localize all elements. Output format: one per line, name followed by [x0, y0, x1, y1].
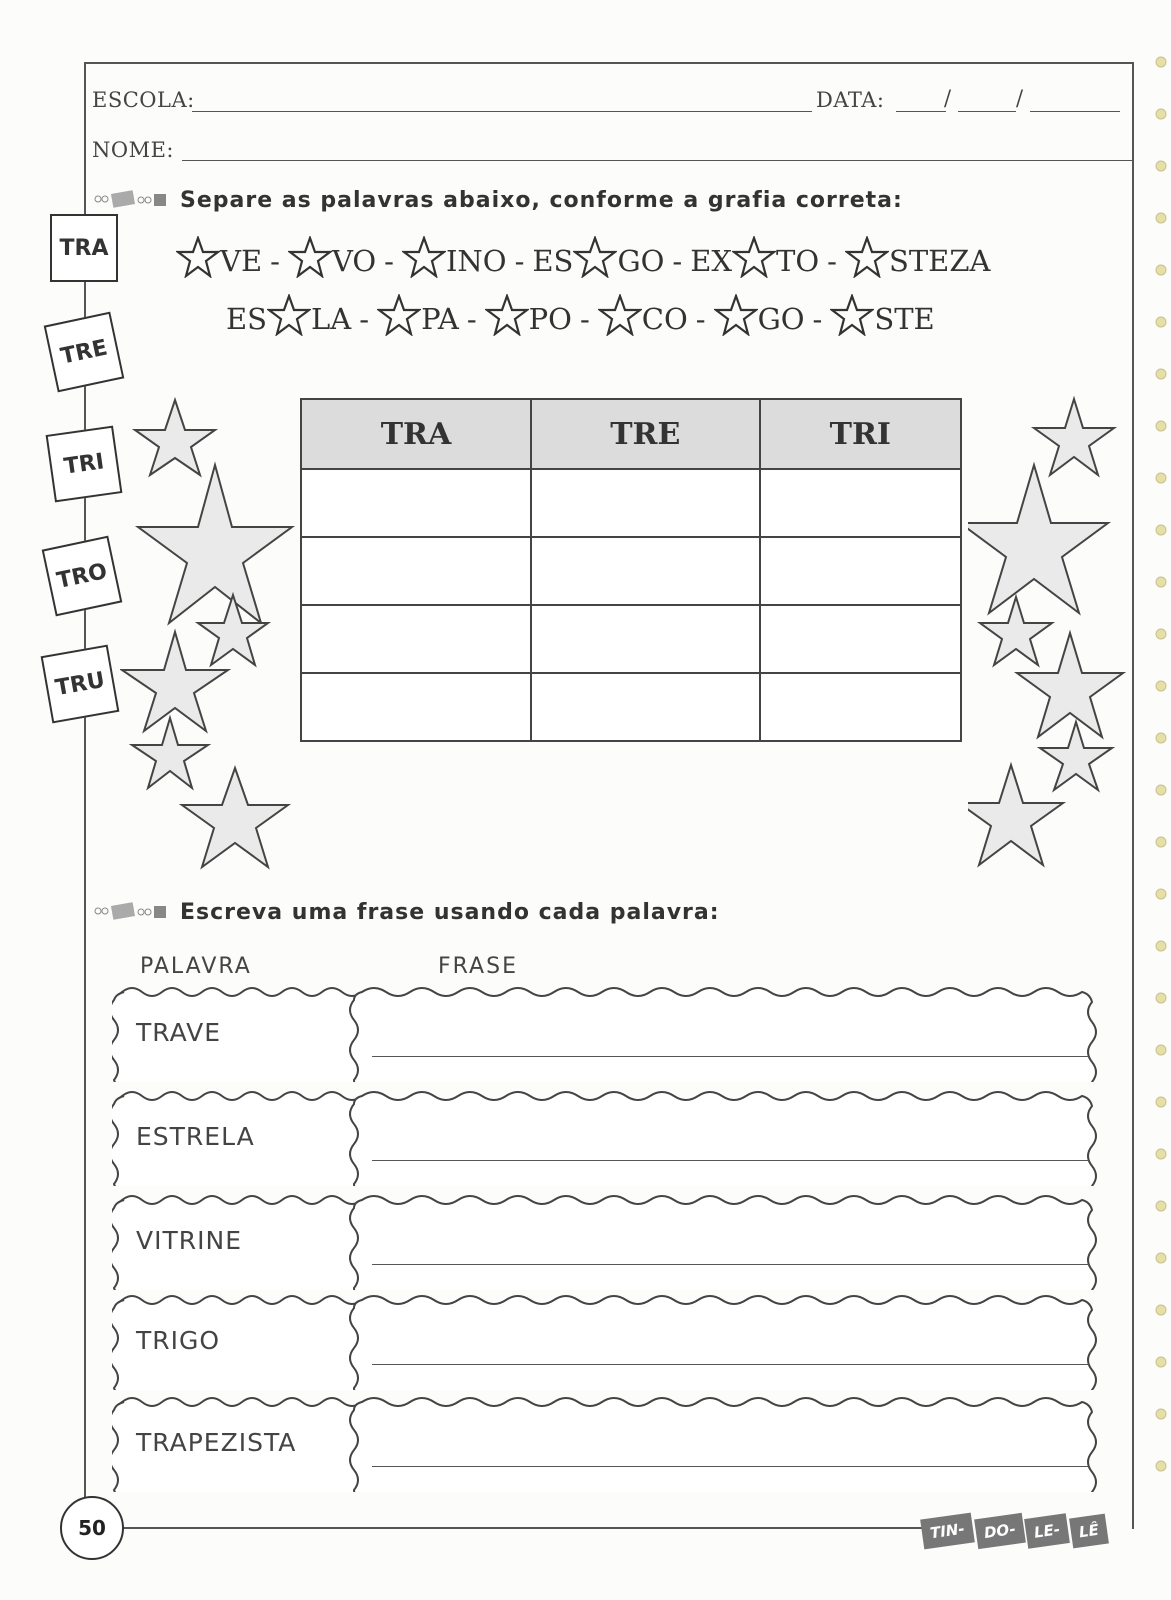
- brand-tile: LÊ: [1069, 1514, 1109, 1549]
- word-fragment: EX: [690, 244, 733, 278]
- table-cell[interactable]: [301, 469, 531, 537]
- sentence-word: ESTRELA: [136, 1122, 255, 1151]
- table-row: [301, 605, 961, 673]
- brand-tile: TIN-: [920, 1513, 974, 1550]
- sentence-word: VITRINE: [136, 1226, 242, 1255]
- star-blank-icon: [267, 294, 311, 336]
- table-row: [301, 469, 961, 537]
- column-header-tre: TRE: [531, 399, 760, 469]
- sentence-answer-line[interactable]: [372, 1364, 1090, 1365]
- table-cell[interactable]: [301, 537, 531, 605]
- syllable-card-tra: TRA: [50, 214, 118, 282]
- word-separator: -: [270, 244, 280, 278]
- column-label-sentence: FRASE: [438, 954, 518, 979]
- exercise1-heading: [94, 188, 903, 213]
- word-fragment: GO: [617, 244, 665, 278]
- star-blank-icon: [573, 236, 617, 278]
- star-icon: [968, 765, 1063, 865]
- star-icon: [138, 465, 292, 623]
- table-cell[interactable]: [531, 469, 760, 537]
- star-icon: [182, 768, 288, 867]
- word-separator: -: [514, 244, 525, 278]
- star-blank-icon: [845, 236, 889, 278]
- word-fragment: ES: [226, 302, 268, 336]
- word-fragment: PA: [421, 302, 459, 336]
- column-label-word: PALAVRA: [140, 954, 252, 979]
- table-cell[interactable]: [760, 673, 961, 741]
- star-blank-icon: [830, 294, 874, 336]
- exercise2-instruction: Escreva uma frase usando cada palavra:: [180, 900, 720, 925]
- table-cell[interactable]: [301, 673, 531, 741]
- sentence-row: [112, 1088, 1118, 1186]
- date-month-field[interactable]: [958, 111, 1016, 112]
- syllable-card-tro: TRO: [42, 536, 123, 617]
- star-icon: [135, 400, 215, 475]
- sentence-word: TRAVE: [136, 1018, 222, 1047]
- word-separator: -: [359, 302, 370, 336]
- sentence-answer-line[interactable]: [372, 1056, 1090, 1057]
- bullet-icon: [94, 189, 174, 213]
- sentence-row: [112, 984, 1118, 1082]
- word-fragment: PO: [528, 302, 572, 336]
- table-cell[interactable]: [301, 605, 531, 673]
- table-cell[interactable]: [760, 537, 961, 605]
- brand-tile: LE-: [1024, 1513, 1070, 1549]
- syllable-card-tri: TRI: [46, 426, 123, 503]
- name-field[interactable]: [182, 160, 1134, 161]
- word-fragment: STEZA: [888, 244, 991, 278]
- column-header-tra: TRA: [301, 399, 531, 469]
- word-fragment: VO: [331, 244, 377, 278]
- star-icon: [1034, 399, 1114, 475]
- decorative-stars-right: [968, 395, 1143, 875]
- sentence-answer-line[interactable]: [372, 1160, 1090, 1161]
- word-separator: -: [695, 302, 706, 336]
- star-blank-icon: [377, 294, 421, 336]
- word-separator: -: [827, 244, 837, 278]
- star-icon: [132, 718, 208, 788]
- word-separator: -: [579, 302, 590, 336]
- word-fragment: CO: [641, 302, 688, 336]
- school-label: ESCOLA:: [92, 88, 195, 112]
- word-row-2: [226, 294, 935, 336]
- table-cell[interactable]: [531, 537, 760, 605]
- word-separator: -: [466, 302, 477, 336]
- sentence-answer-line[interactable]: [372, 1264, 1090, 1265]
- word-fragment: GO: [757, 302, 805, 336]
- table-cell[interactable]: [531, 605, 760, 673]
- table-cell[interactable]: [760, 605, 961, 673]
- star-icon: [198, 595, 268, 665]
- star-blank-icon: [176, 236, 220, 278]
- word-separator: -: [384, 244, 394, 278]
- school-field[interactable]: [192, 111, 812, 112]
- sentence-row: [112, 1192, 1118, 1290]
- date-separator: /: [944, 86, 952, 110]
- star-blank-icon: [402, 236, 446, 278]
- sentence-answer-line[interactable]: [372, 1466, 1090, 1467]
- star-blank-icon: [485, 294, 529, 336]
- syllable-sort-table: [300, 398, 962, 742]
- sentence-word: TRIGO: [136, 1326, 221, 1355]
- syllable-card-tre: TRE: [44, 312, 125, 393]
- star-blank-icon: [732, 236, 776, 278]
- exercise2-heading: [94, 900, 720, 925]
- sentence-row: [112, 1292, 1118, 1390]
- exercise1-instruction: Separe as palavras abaixo, conforme a grafia correta:: [180, 188, 903, 213]
- word-fragment: STE: [874, 302, 935, 336]
- brand-tile: DO-: [974, 1513, 1025, 1549]
- column-header-tri: TRI: [760, 399, 961, 469]
- date-label: DATA:: [816, 88, 885, 112]
- sentence-word: TRAPEZISTA: [136, 1428, 297, 1457]
- page-number: 50: [60, 1496, 124, 1560]
- spiral-binding: [1155, 40, 1167, 1480]
- date-day-field[interactable]: [896, 111, 946, 112]
- word-fragment: ES: [532, 244, 574, 278]
- table-header-row: [301, 399, 961, 469]
- bullet-icon: [94, 901, 174, 925]
- table-row: [301, 673, 961, 741]
- word-separator: -: [672, 244, 683, 278]
- word-fragment: INO: [445, 244, 507, 278]
- table-cell[interactable]: [531, 673, 760, 741]
- star-blank-icon: [288, 236, 332, 278]
- star-blank-icon: [598, 294, 642, 336]
- brand-logo: [922, 1516, 1110, 1546]
- syllable-card-tru: TRU: [41, 645, 120, 724]
- name-label: NOME:: [92, 138, 174, 162]
- date-year-field[interactable]: [1030, 111, 1120, 112]
- word-fragment: TO: [776, 244, 820, 278]
- table-row: [301, 537, 961, 605]
- word-fragment: VE: [220, 244, 263, 278]
- word-row-1: [176, 236, 990, 278]
- word-fragment: LA: [311, 302, 352, 336]
- bottom-rule: [122, 1527, 922, 1529]
- table-cell[interactable]: [760, 469, 961, 537]
- star-icon: [122, 632, 228, 731]
- star-blank-icon: [714, 294, 758, 336]
- word-separator: -: [812, 302, 823, 336]
- star-icon: [968, 465, 1108, 613]
- date-separator: /: [1016, 86, 1024, 110]
- decorative-stars-left: [120, 395, 310, 875]
